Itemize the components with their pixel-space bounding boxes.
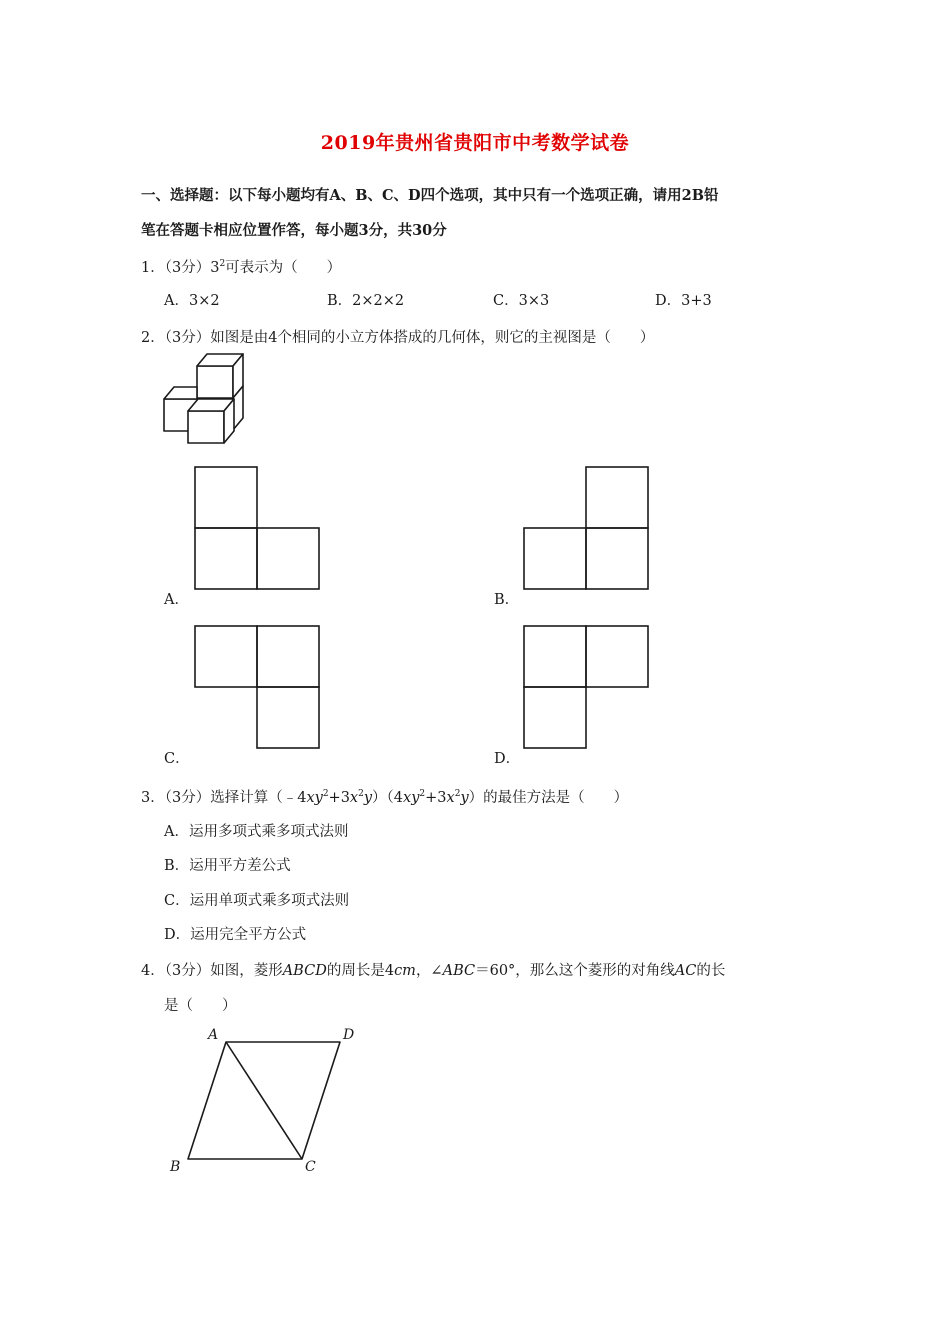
q2-option-d-label: D． [494, 751, 521, 767]
q2-option-b-figure [522, 465, 652, 591]
page-title: 2019年贵州省贵阳市中考数学试卷 [320, 132, 630, 154]
vertex-label-a: A [208, 1027, 219, 1043]
section-heading-line2: 笔在答题卡相应位置作答，每小题3分，共30分 [141, 222, 447, 239]
q3-option-a: A．运用多项式乘多项式法则 [164, 824, 349, 840]
q1-option-c: C．3×3 [493, 293, 550, 309]
q3-option-d: D．运用完全平方公式 [164, 927, 307, 943]
diagonal-ac [226, 1042, 302, 1159]
question-4-stem-line1: 4．（3分）如图，菱形ABCD的周长是4cm，∠ABC＝60°，那么这个菱形的对角线AC的长 [141, 963, 726, 979]
q2-option-a-figure [193, 465, 323, 591]
q2-option-c-label: C． [164, 751, 190, 767]
question-3-stem: 3．（3分）选择计算$(﹣4xy^2+3x^2y)(4xy^2+3x^2y)$的最佳方法是（ ） [141, 789, 629, 806]
q2-option-d-figure [522, 624, 652, 750]
q1-option-b: B．2×2×2 [327, 293, 405, 309]
vertex-label-c: C [305, 1159, 316, 1175]
vertex-label-d: D [343, 1027, 355, 1043]
q2-option-b-label: B． [494, 592, 520, 608]
question-1-stem: 1．（3分）$3^2$可表示为（ ） [141, 259, 342, 276]
question-4-stem-line2: 是（ ） [164, 998, 237, 1014]
question-2-stem: 2．（3分）如图是由4个相同的小立方体搭成的几何体，则它的主视图是（ ） [141, 330, 655, 346]
q3-option-b: B．运用平方差公式 [164, 858, 291, 874]
q2-option-c-figure [193, 624, 323, 750]
vertex-label-b: B [170, 1159, 181, 1175]
q2-option-a-label: A． [164, 592, 189, 608]
q4-rhombus-figure [168, 1022, 368, 1177]
q1-option-d: D．3+3 [655, 293, 712, 309]
section-heading-line1: 一、选择题：以下每小题均有A、B、C、D四个选项，其中只有一个选项正确，请用2B铅 [141, 187, 719, 204]
q2-cubes-figure [160, 350, 250, 445]
q3-option-c: C．运用单项式乘多项式法则 [164, 893, 350, 909]
q1-option-a: A．3×2 [164, 293, 220, 309]
